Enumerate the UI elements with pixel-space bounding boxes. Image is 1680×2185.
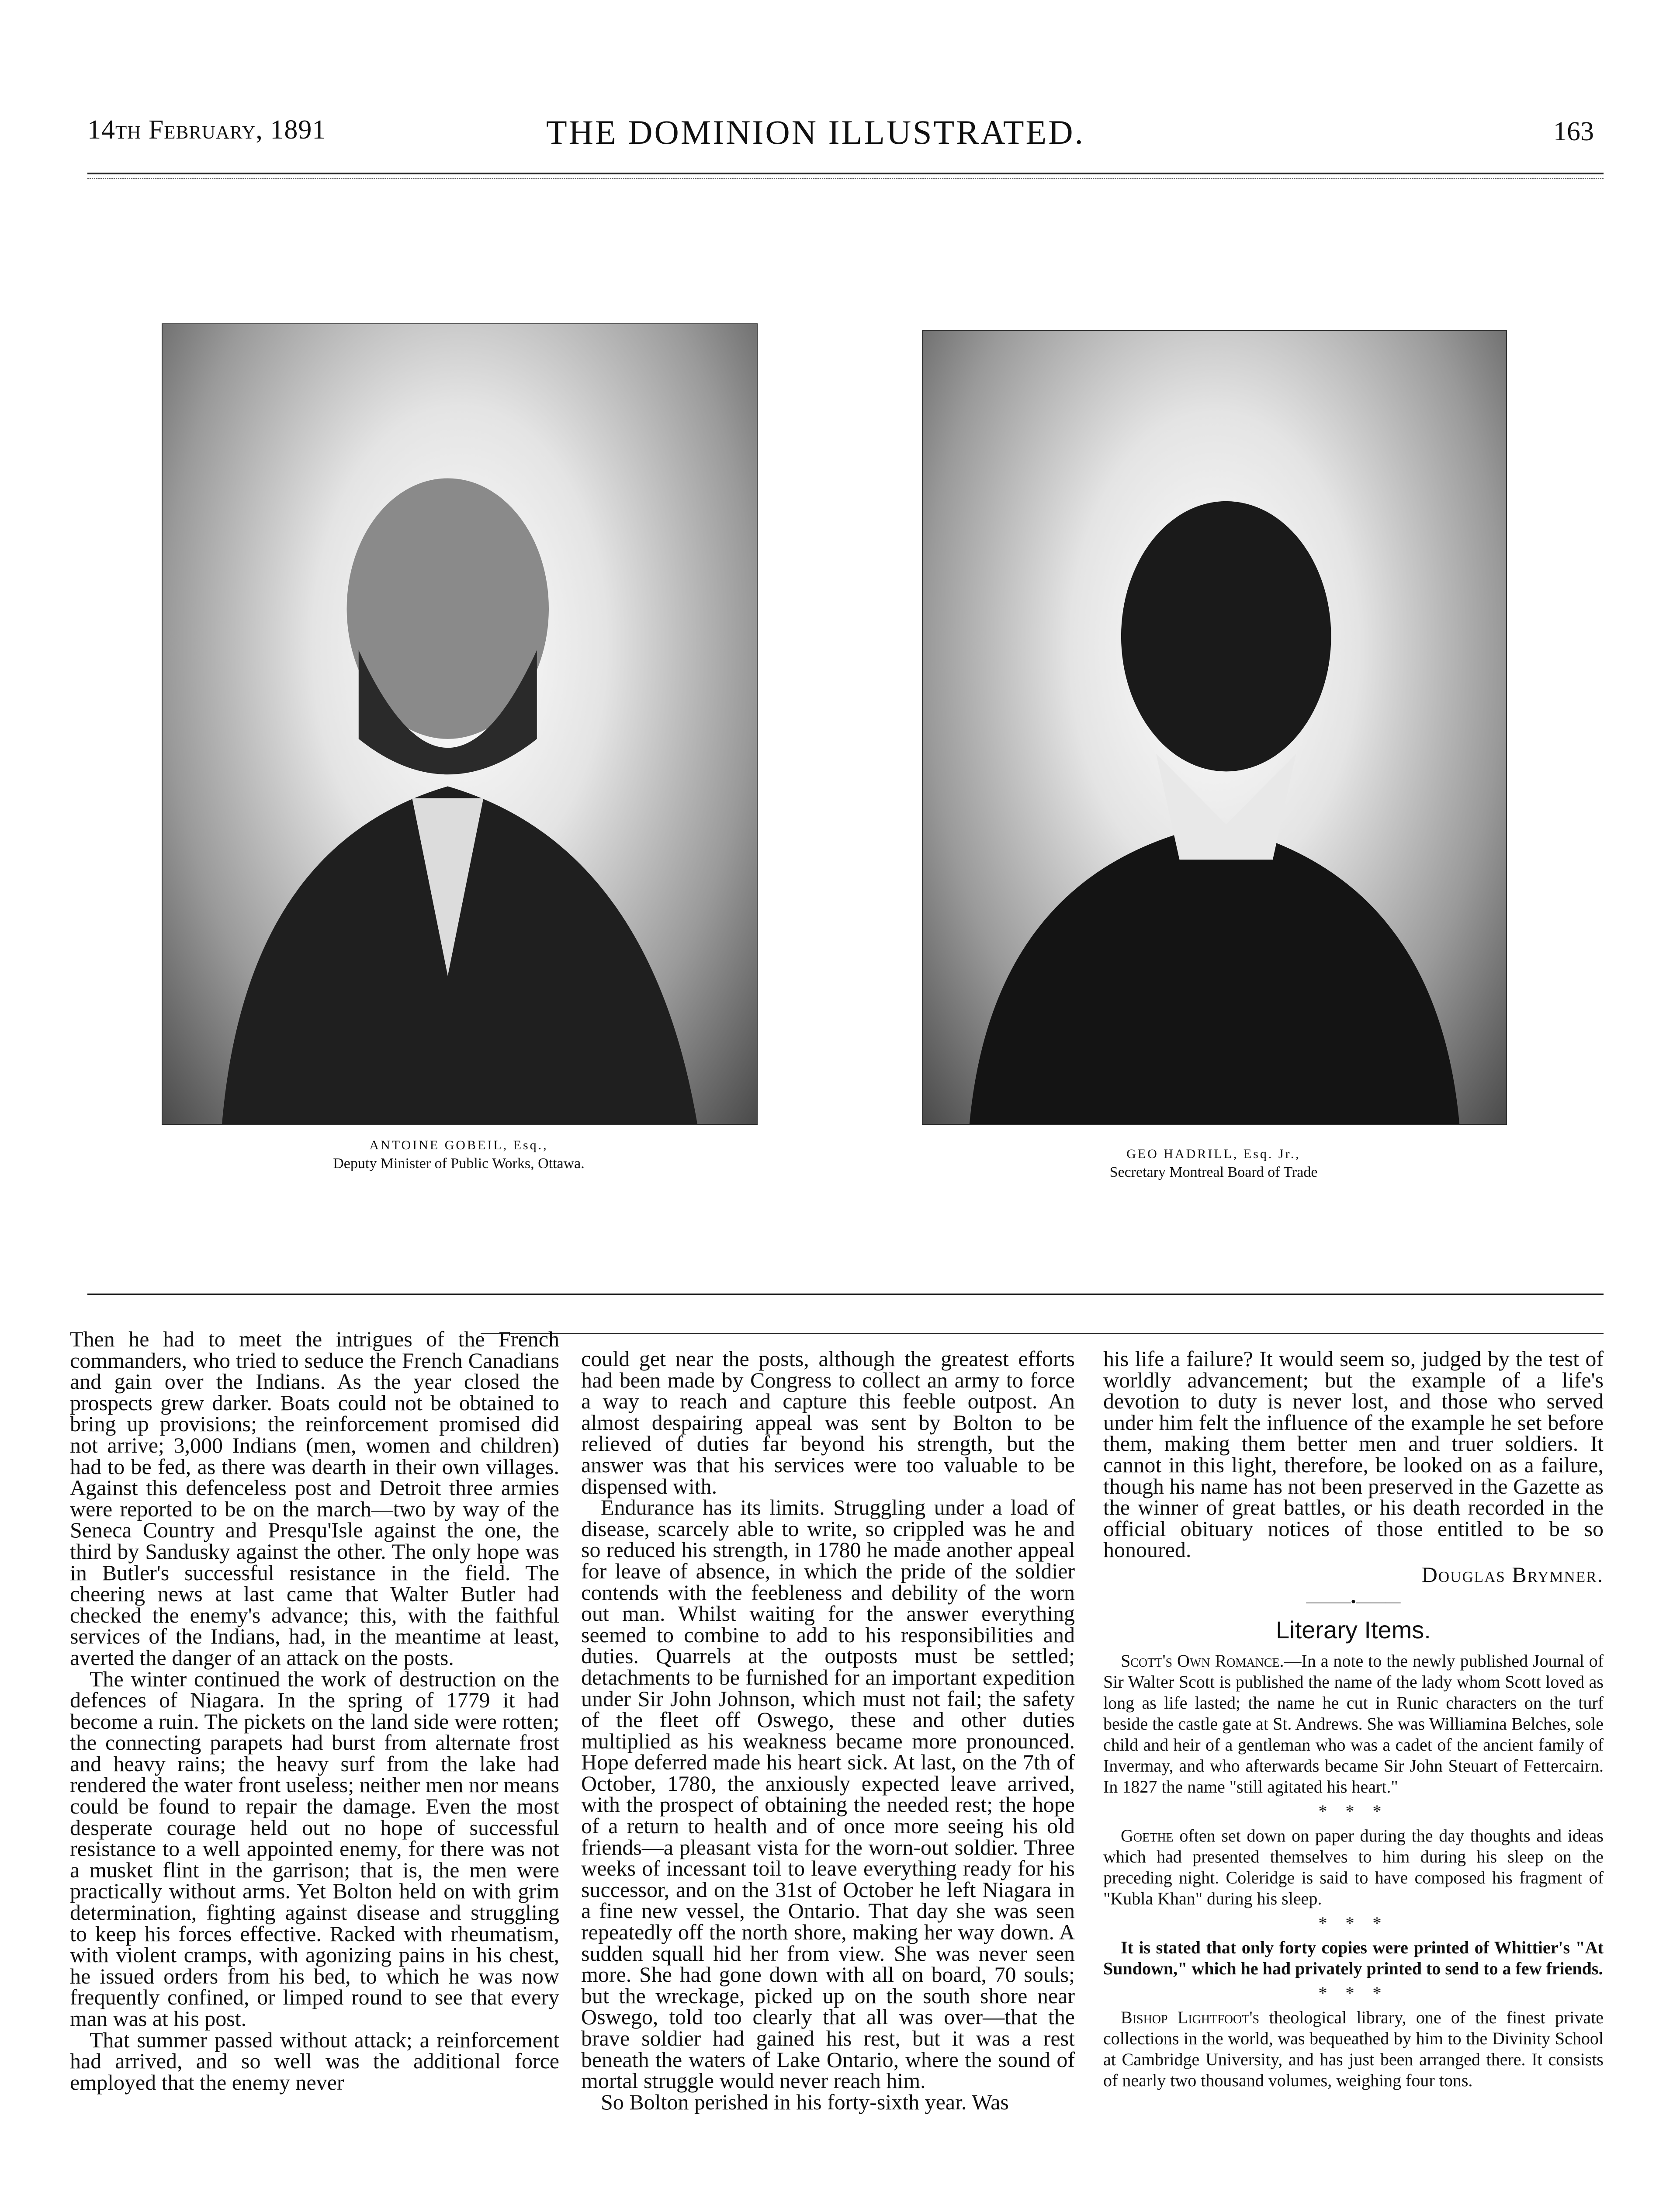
header-rule xyxy=(87,173,1604,174)
literary-item: It is stated that only forty copies were printed of Whittier's "At Sundown," which he had privately printed to send to a few friends. xyxy=(1103,1937,1604,1978)
article-paragraph: could get near the posts, although the greatest efforts had been made by Congress to collect an army to force a way to reach and capture this feeble outpost. An almost despairing appeal was sent by Bolton to be relieved of duties far beyond his strength, but the answer was that his services were too valuable to be dispensed with. xyxy=(581,1348,1075,1498)
article-paragraph: his life a failure? It would seem so, judged by the test of worldly advancement; but the example of a life's devotion to duty is never lost, and those who served under him felt the influence of the example he set before them, making them better men and truer soldiers. It cannot in this light, therefore, be looked on as a failure, though his name has not been preserved in the Gazette as the winner of great battles, or his death recorded in the official obituary notices of those entitled to be so honoured. xyxy=(1103,1348,1604,1562)
caption-left xyxy=(162,1136,756,1173)
item-separator: * * * xyxy=(1318,1801,1389,1821)
article-paragraph: That summer passed without attack; a reinforcement had arrived, and so well was the additional force employed that the enemy never xyxy=(70,2027,559,2095)
literary-item: Goethe often set down on paper during the day thoughts and ideas which had presented themselves to him during his sleep on the preceding night. Coleridge is said to have composed his fragment of "Kubla Khan" during his sleep. xyxy=(1103,1825,1604,1908)
portrait-photo-right xyxy=(922,330,1507,1125)
caption-right-title: Secretary Montreal Board of Trade xyxy=(1109,1164,1318,1180)
article-column-1 xyxy=(70,1328,559,2185)
caption-left-name: ANTOINE GOBEIL, Esq., xyxy=(369,1138,548,1152)
article-column-2 xyxy=(581,1348,1075,2185)
portrait-photo-left xyxy=(162,323,758,1125)
section-rule-secondary xyxy=(481,1333,1604,1334)
literary-items-heading: Literary Items. xyxy=(1276,1616,1431,1644)
caption-right xyxy=(922,1145,1505,1182)
article-paragraph: The winter continued the work of destruction on the defences of Niagara. In the spring of 1779 it had become a ruin. The pickets on the land side were rotten; the connecting parapets had burst from alternate frost and heavy rains; the heavy surf from the lake had rendered the water front useless; neither men nor means could be found to repair the damage. Even the most desperate courage held out no hope of successful resistance to a well appointed enemy, for there was not a musket flint in the garrison; that is, the men were practically without arms. Yet Bolton held on with grim determination, fighting against disease and struggling to keep his forces effective. Racked with rheumatism, with violent cramps, with agonizing pains in his chest, he issued orders from his bed, to which he was now frequently confined, or limped round to see that every man was at his post. xyxy=(70,1666,559,2031)
header-rule-dashed xyxy=(87,178,1604,179)
article-paragraph: Endurance has its limits. Struggling under a load of disease, scarcely able to write, so crippled was he and so reduced his strength, in 1780 he made another appeal for leave of absence, in which the pride of the soldier contends with the feebleness and debility of the worn out man. Whilst waiting for the answer everything seemed to combine to add to his responsibilities and duties. Quarrels at the outposts must be settled; detachments to be furnished for an important expedition under Sir John Johnson, which must not fail; the safety of the fleet off Oswego, these and other duties multiplied as his weakness became more pronounced. Hope deferred made his heart sick. At last, on the 7th of October, 1780, the anxiously expected leave arrived, with the prospect of obtaining the needed rest; the hope of a return to health and of once more seeing his old friends—a pleasant vista for the worn-out soldier. Three weeks of incessant toil to leave everything ready for his successor, and on the 31st of October he left Niagara in a fine new vessel, the Ontario. That day she was seen repeatedly off the north shore, making her way down. A sudden squall hid her from view. She was never seen more. She had gone down with all on board, 70 souls; but the wreckage, picked up on the south shore near Oswego, told too clearly that all was over—that the brave soldier had gained his rest, but it was a rest beneath the waters of Lake Ontario, where the sound of mortal struggle would never reach him. xyxy=(581,1495,1075,2093)
article-paragraph: Then he had to meet the intrigues of the French commanders, who tried to seduce the French Canadians and gain over the Indians. As the year closed the prospects grew darker. Boats could not be obtained to bring up provisions; the reinforcement promised did not arrive; 3,000 Indians (men, women and children) had to be fed, as there was dearth in their own villages. Against this defenceless post and Detroit three armies were reported to be on the march—two by way of the Seneca Country and Presqu'Isle against the one, the third by Sandusky against the other. The only hope was in Butler's successful resistance in the field. The cheering news at last came that Walter Butler had checked the enemy's advance; this, with the faithful services of the Indians, had, in the meantime at least, averted the danger of an attack on the posts. xyxy=(70,1328,559,1670)
article-signature: Douglas Brymner. xyxy=(1421,1562,1604,1587)
article-paragraph: So Bolton perished in his forty-sixth year. Was xyxy=(601,2089,1009,2114)
portrait-silhouette-left xyxy=(163,324,757,1124)
ornamental-divider: ———•——— xyxy=(1306,1593,1401,1610)
publication-title: THE DOMINION ILLUSTRATED. xyxy=(546,113,1085,151)
caption-right-name: GEO HADRILL, Esq. Jr., xyxy=(1126,1147,1301,1161)
page-number: 163 xyxy=(1553,117,1594,146)
literary-item: Scott's Own Romance.—In a note to the newly published Journal of Sir Walter Scott is published the name of the lady whom Scott loved as long as life lasted; the name he cut in Runic characters on the turf beside the castle gate at St. Andrews. She was Williamina Belches, sole child and heir of a gentleman who was a cadet of the ancient family of Invermay, and who afterwards became Sir John Steuart of Fettercairn. In 1827 the name "still agitated his heart." xyxy=(1103,1651,1604,1797)
item-separator: * * * xyxy=(1318,1913,1389,1933)
section-rule xyxy=(87,1294,1604,1295)
portrait-silhouette-right xyxy=(923,331,1506,1124)
literary-item: Bishop Lightfoot's theological library, one of the finest private collections in the world, was bequeathed by him to the Divinity School at Cambridge University, and has just been arranged there. It consists of nearly two thousand volumes, weighing four tons. xyxy=(1103,2007,1604,2090)
caption-left-title: Deputy Minister of Public Works, Ottawa. xyxy=(333,1155,585,1172)
issue-date: 14th February, 1891 xyxy=(87,115,326,145)
literary-items xyxy=(1103,1651,1604,2091)
article-column-3 xyxy=(1103,1348,1604,2185)
item-separator: * * * xyxy=(1318,1983,1389,2003)
